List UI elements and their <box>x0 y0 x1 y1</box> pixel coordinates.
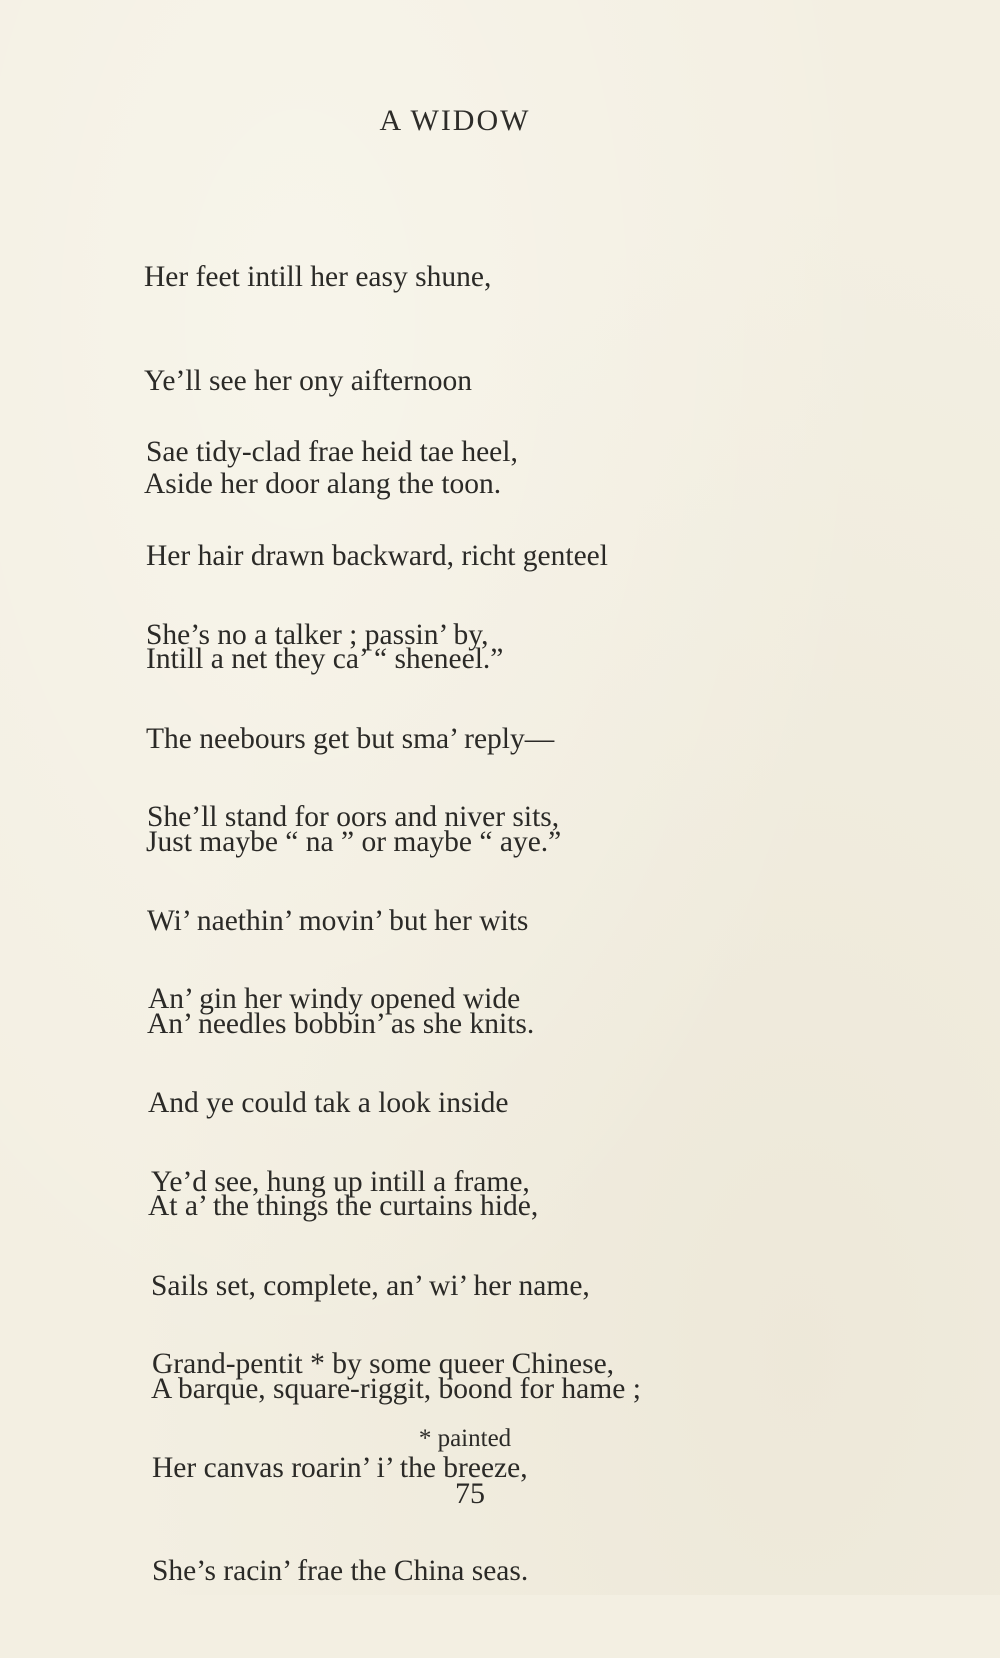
stanza-7 <box>152 1278 614 1658</box>
verse-line: Aside her door alang the toon. <box>144 468 502 500</box>
verse-line: Intill a net they ca’ “ sheneel.” <box>146 643 504 675</box>
verse-line: Wi’ naethin’ movin’ but her wits <box>147 904 529 937</box>
verse-line: She’ll stand for oors and niver sits, <box>147 801 560 833</box>
verse-line: Just maybe “ na ” or maybe “ aye.” <box>146 826 562 858</box>
poem-title: A WIDOW <box>379 104 531 137</box>
verse-line: A barque, square-riggit, boond for hame ; <box>151 1373 641 1405</box>
verse-line: An’ needles bobbin’ as she knits. <box>147 1008 535 1040</box>
verse-line: Her canvas roarin’ i’ the breeze, <box>152 1451 528 1484</box>
verse-line: And ye could tak a look inside <box>148 1086 509 1119</box>
verse-line: An’ gin her windy opened wide <box>148 983 521 1015</box>
verse-line: Ye’ll see her ony aifternoon <box>144 364 472 397</box>
verse-line: She’s racin’ frae the China seas. <box>152 1555 529 1587</box>
footnote: * painted <box>418 1425 512 1452</box>
verse-line: Grand-pentit * by some queer Chinese, <box>152 1348 615 1380</box>
page-number: 75 <box>455 1477 485 1510</box>
verse-line: The neebours get but sma’ reply— <box>146 722 555 755</box>
verse-line: At a’ the things the curtains hide, <box>148 1190 539 1222</box>
verse-line: Her hair drawn backward, richt genteel <box>146 539 608 572</box>
verse-line: She’s no a talker ; passin’ by, <box>146 619 489 651</box>
verse-line: Sae tidy-clad frae heid tae heel, <box>146 436 518 468</box>
verse-line: Her feet intill her easy shune, <box>144 261 492 293</box>
verse-line: Ye’d see, hung up intill a frame, <box>151 1166 530 1198</box>
verse-line: Sails set, complete, an’ wi’ her name, <box>151 1269 590 1302</box>
